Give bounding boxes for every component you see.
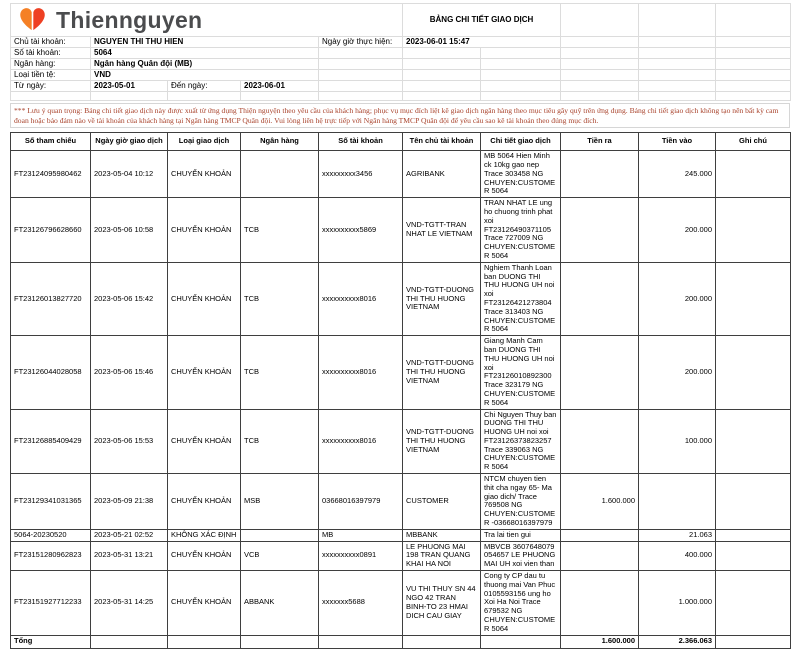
cell-bank xyxy=(241,151,319,198)
column-header-type: Loại giao dịch xyxy=(168,133,241,151)
grid-empty-cell xyxy=(481,59,561,70)
cell-out xyxy=(561,529,639,541)
cell-out: 1.600.000 xyxy=(561,474,639,530)
cell-account: MB xyxy=(319,529,403,541)
grid-empty-cell xyxy=(91,92,168,101)
from-date-value: 2023-05-01 xyxy=(91,81,168,92)
cell-ref: FT23129341031365 xyxy=(11,474,91,530)
cell-account: xxxxxxxxxx8016 xyxy=(319,262,403,335)
cell-type: CHUYỂN KHOẢN xyxy=(168,409,241,474)
cell-account: xxxxxxxxxx0891 xyxy=(319,541,403,570)
cell-out xyxy=(561,409,639,474)
cell-bank: TCB xyxy=(241,409,319,474)
cell-detail: TRAN NHAT LE ung ho chuong trinh phat xoi FT23126490371105 Trace 727009 NG CHUYEN:CUSTOMER 5064 xyxy=(481,198,561,263)
total-in-value: 2.366.063 xyxy=(639,635,716,648)
grid-empty-cell xyxy=(639,59,716,70)
cell-bank: ABBANK xyxy=(241,571,319,636)
bank-value: Ngân hàng Quân đội (MB) xyxy=(91,59,319,70)
grid-empty-cell xyxy=(403,70,481,81)
to-date-value: 2023-06-01 xyxy=(241,81,319,92)
grid-empty-cell xyxy=(241,92,319,101)
cell-out xyxy=(561,198,639,263)
grid-empty-cell xyxy=(639,4,716,37)
grid-empty-cell xyxy=(403,48,481,59)
cell-detail: Giang Manh Cam ban DUONG THI THU HUONG UH noi xoi FT23126010892300 Trace 323179 NG CHUYEN:CUSTOMER 5064 xyxy=(481,336,561,409)
total-empty-cell xyxy=(319,635,403,648)
cell-note xyxy=(716,409,791,474)
cell-type: CHUYỂN KHOẢN xyxy=(168,541,241,570)
grid-empty-cell xyxy=(561,81,639,92)
cell-type: CHUYỂN KHOẢN xyxy=(168,262,241,335)
cell-datetime: 2023-05-09 21:38 xyxy=(91,474,168,530)
grid-empty-cell xyxy=(716,92,791,101)
cell-note xyxy=(716,198,791,263)
cell-detail: MBVCB 3607648079 054657 LE PHUONG MAI UH xoi vien than xyxy=(481,541,561,570)
cell-holder: CUSTOMER xyxy=(403,474,481,530)
cell-note xyxy=(716,262,791,335)
disclaimer-note: *** Lưu ý quan trọng: Bảng chi tiết giao dịch này được xuất từ ứng dụng Thiện nguyện theo yêu cầu của khách hàng; phục vụ mục đích liệt kê giao dịch ngân hàng theo mục tiêu gây quỹ trên ứng dụng. Bảng chi tiết giao dịch không tạo nên bất kỳ cam đoan hoặc bảo đảm nào về tài khoản của khách hàng tại Ngân hàng TMCP Quân đội. Vui lòng liên hệ trực tiếp với Ngân hàng TMCP Quân đội để yêu cầu sao kê tài khoản theo đúng mục đích. xyxy=(10,103,790,128)
cell-detail: Nghiem Thanh Loan ban DUONG THI THU HUONG UH noi xoi FT23126421273804 Trace 313403 NG CHUYEN:CUSTOMER 5064 xyxy=(481,262,561,335)
column-header-detail: Chi tiết giao dịch xyxy=(481,133,561,151)
grid-empty-cell xyxy=(403,81,481,92)
grid-empty-cell xyxy=(716,59,791,70)
brand-logo xyxy=(14,4,399,36)
total-empty-cell xyxy=(481,635,561,648)
cell-datetime: 2023-05-21 02:52 xyxy=(91,529,168,541)
grid-empty-cell xyxy=(716,37,791,48)
grid-empty-cell xyxy=(639,70,716,81)
account-holder-value: NGUYEN THI THU HIEN xyxy=(91,37,319,48)
cell-holder: VU THI THUY SN 44 NGO 42 TRAN BINH-TO 23 HMAI DICH CAU GIAY xyxy=(403,571,481,636)
cell-ref: FT23124095980462 xyxy=(11,151,91,198)
table-header-row xyxy=(11,133,791,151)
currency-label: Loại tiền tệ: xyxy=(11,70,91,81)
cell-type: CHUYỂN KHOẢN xyxy=(168,474,241,530)
cell-in: 245.000 xyxy=(639,151,716,198)
cell-holder: VND-TGTT-DUONG THI THU HUONG VIETNAM xyxy=(403,336,481,409)
grid-empty-cell xyxy=(639,81,716,92)
info-row xyxy=(11,81,791,92)
report-header-grid xyxy=(10,3,791,101)
cell-type: KHÔNG XÁC ĐỊNH xyxy=(168,529,241,541)
cell-ref: FT23151927712233 xyxy=(11,571,91,636)
cell-bank: TCB xyxy=(241,262,319,335)
total-empty-cell xyxy=(91,635,168,648)
generated-value: 2023-06-01 15:47 xyxy=(403,37,561,48)
info-row xyxy=(11,70,791,81)
cell-datetime: 2023-05-31 13:21 xyxy=(91,541,168,570)
cell-ref: FT23126796628660 xyxy=(11,198,91,263)
cell-detail: Cong ty CP dau tu thuong mai Van Phuc 0105593156 ung ho Xoi Ha Noi Trace 679532 NG CHUYEN:CUSTOMER 5064 xyxy=(481,571,561,636)
transaction-table xyxy=(10,132,791,648)
cell-bank: MSB xyxy=(241,474,319,530)
transaction-row xyxy=(11,262,791,335)
cell-type: CHUYỂN KHOẢN xyxy=(168,198,241,263)
cell-type: CHUYỂN KHOẢN xyxy=(168,571,241,636)
grid-empty-cell xyxy=(168,92,241,101)
from-date-label: Từ ngày: xyxy=(11,81,91,92)
cell-holder: VND-TGTT-DUONG THI THU HUONG VIETNAM xyxy=(403,409,481,474)
column-header-account: Số tài khoản xyxy=(319,133,403,151)
cell-bank: VCB xyxy=(241,541,319,570)
cell-in xyxy=(639,474,716,530)
logo-title-row xyxy=(11,4,791,37)
grid-empty-cell xyxy=(403,92,481,101)
grid-empty-cell xyxy=(561,4,639,37)
cell-ref: FT23126044028058 xyxy=(11,336,91,409)
cell-ref: 5064-20230520 xyxy=(11,529,91,541)
grid-empty-cell xyxy=(481,92,561,101)
cell-bank xyxy=(241,529,319,541)
cell-account: xxxxxxx5688 xyxy=(319,571,403,636)
cell-note xyxy=(716,474,791,530)
column-header-ref: Số tham chiếu xyxy=(11,133,91,151)
cell-datetime: 2023-05-06 15:46 xyxy=(91,336,168,409)
grid-empty-cell xyxy=(561,37,639,48)
grid-empty-cell xyxy=(319,81,403,92)
cell-note xyxy=(716,541,791,570)
total-empty-cell xyxy=(403,635,481,648)
cell-in: 400.000 xyxy=(639,541,716,570)
cell-in: 21.063 xyxy=(639,529,716,541)
grid-empty-cell xyxy=(639,37,716,48)
grid-empty-cell xyxy=(11,92,91,101)
cell-holder: VND-TGTT-DUONG THI THU HUONG VIETNAM xyxy=(403,262,481,335)
cell-bank: TCB xyxy=(241,198,319,263)
brand-area xyxy=(11,4,403,37)
info-row xyxy=(11,48,791,59)
transaction-row xyxy=(11,409,791,474)
cell-in: 100.000 xyxy=(639,409,716,474)
account-number-label: Số tài khoản: xyxy=(11,48,91,59)
bank-label: Ngân hàng: xyxy=(11,59,91,70)
column-header-datetime: Ngày giờ giao dịch xyxy=(91,133,168,151)
grid-empty-cell xyxy=(319,92,403,101)
hands-heart-icon xyxy=(16,4,49,36)
grid-empty-cell xyxy=(716,4,791,37)
cell-note xyxy=(716,529,791,541)
cell-datetime: 2023-05-06 15:42 xyxy=(91,262,168,335)
column-header-holder: Tên chủ tài khoản xyxy=(403,133,481,151)
cell-ref: FT23126885409429 xyxy=(11,409,91,474)
account-number-value: 5064 xyxy=(91,48,319,59)
grid-empty-cell xyxy=(403,59,481,70)
cell-holder: MBBANK xyxy=(403,529,481,541)
info-row xyxy=(11,37,791,48)
column-header-in: Tiền vào xyxy=(639,133,716,151)
cell-holder: VND-TGTT-TRAN NHAT LE VIETNAM xyxy=(403,198,481,263)
spacer-row xyxy=(11,92,791,101)
grid-empty-cell xyxy=(561,59,639,70)
grid-empty-cell xyxy=(319,48,403,59)
grid-empty-cell xyxy=(639,92,716,101)
cell-out xyxy=(561,541,639,570)
currency-value: VND xyxy=(91,70,319,81)
cell-ref: FT23126013827720 xyxy=(11,262,91,335)
cell-holder: LE PHUONG MAI 198 TRAN QUANG KHAI HA NOI xyxy=(403,541,481,570)
transaction-row xyxy=(11,529,791,541)
cell-account: xxxxxxxxx3456 xyxy=(319,151,403,198)
transaction-row xyxy=(11,198,791,263)
info-row xyxy=(11,59,791,70)
column-header-note: Ghi chú xyxy=(716,133,791,151)
cell-account: xxxxxxxxxx8016 xyxy=(319,336,403,409)
transaction-row xyxy=(11,541,791,570)
generated-label: Ngày giờ thực hiện: xyxy=(319,37,403,48)
brand-name: Thiennguyen xyxy=(56,7,203,33)
cell-type: CHUYỂN KHOẢN xyxy=(168,151,241,198)
cell-account: xxxxxxxxxx5869 xyxy=(319,198,403,263)
total-label: Tổng xyxy=(11,635,91,648)
cell-datetime: 2023-05-31 14:25 xyxy=(91,571,168,636)
to-date-label: Đến ngày: xyxy=(168,81,241,92)
total-empty-cell xyxy=(241,635,319,648)
cell-out xyxy=(561,336,639,409)
cell-in: 1.000.000 xyxy=(639,571,716,636)
grid-empty-cell xyxy=(716,81,791,92)
grid-empty-cell xyxy=(319,70,403,81)
total-out-value: 1.600.000 xyxy=(561,635,639,648)
cell-out xyxy=(561,571,639,636)
column-header-out: Tiền ra xyxy=(561,133,639,151)
cell-datetime: 2023-05-06 10:58 xyxy=(91,198,168,263)
cell-out xyxy=(561,262,639,335)
cell-in: 200.000 xyxy=(639,262,716,335)
cell-type: CHUYỂN KHOẢN xyxy=(168,336,241,409)
cell-detail: NTCM chuyen tien thit cha ngay 65- Ma giao dich/ Trace 769508 NG CHUYEN:CUSTOMER -03668016397979 xyxy=(481,474,561,530)
grid-empty-cell xyxy=(639,48,716,59)
grid-empty-cell xyxy=(481,48,561,59)
transaction-row xyxy=(11,571,791,636)
grid-empty-cell xyxy=(561,48,639,59)
cell-in: 200.000 xyxy=(639,198,716,263)
transaction-row xyxy=(11,474,791,530)
cell-detail: Tra lai tien gui xyxy=(481,529,561,541)
cell-note xyxy=(716,151,791,198)
cell-holder: AGRIBANK xyxy=(403,151,481,198)
cell-ref: FT23151280962823 xyxy=(11,541,91,570)
total-empty-cell xyxy=(716,635,791,648)
grid-empty-cell xyxy=(561,70,639,81)
grid-empty-cell xyxy=(481,81,561,92)
cell-note xyxy=(716,336,791,409)
cell-note xyxy=(716,571,791,636)
cell-datetime: 2023-05-06 15:53 xyxy=(91,409,168,474)
cell-in: 200.000 xyxy=(639,336,716,409)
grid-empty-cell xyxy=(481,70,561,81)
cell-out xyxy=(561,151,639,198)
total-empty-cell xyxy=(168,635,241,648)
grid-empty-cell xyxy=(716,70,791,81)
column-header-bank: Ngân hàng xyxy=(241,133,319,151)
cell-bank: TCB xyxy=(241,336,319,409)
transaction-row xyxy=(11,336,791,409)
cell-detail: Chi Nguyen Thuy ban DUONG THI THU HUONG UH noi xoi FT23126373823257 Trace 339063 NG CHUYEN:CUSTOMER 5064 xyxy=(481,409,561,474)
grid-empty-cell xyxy=(319,59,403,70)
total-row xyxy=(11,635,791,648)
cell-detail: MB 5064 Hien Minh ck 10kg gao nep Trace 303458 NG CHUYEN:CUSTOMER 5064 xyxy=(481,151,561,198)
transaction-row xyxy=(11,151,791,198)
cell-datetime: 2023-05-04 10:12 xyxy=(91,151,168,198)
grid-empty-cell xyxy=(716,48,791,59)
account-holder-label: Chủ tài khoản: xyxy=(11,37,91,48)
report-title: BẢNG CHI TIẾT GIAO DỊCH xyxy=(403,4,561,37)
cell-account: xxxxxxxxxx8016 xyxy=(319,409,403,474)
grid-empty-cell xyxy=(561,92,639,101)
cell-account: 03668016397979 xyxy=(319,474,403,530)
